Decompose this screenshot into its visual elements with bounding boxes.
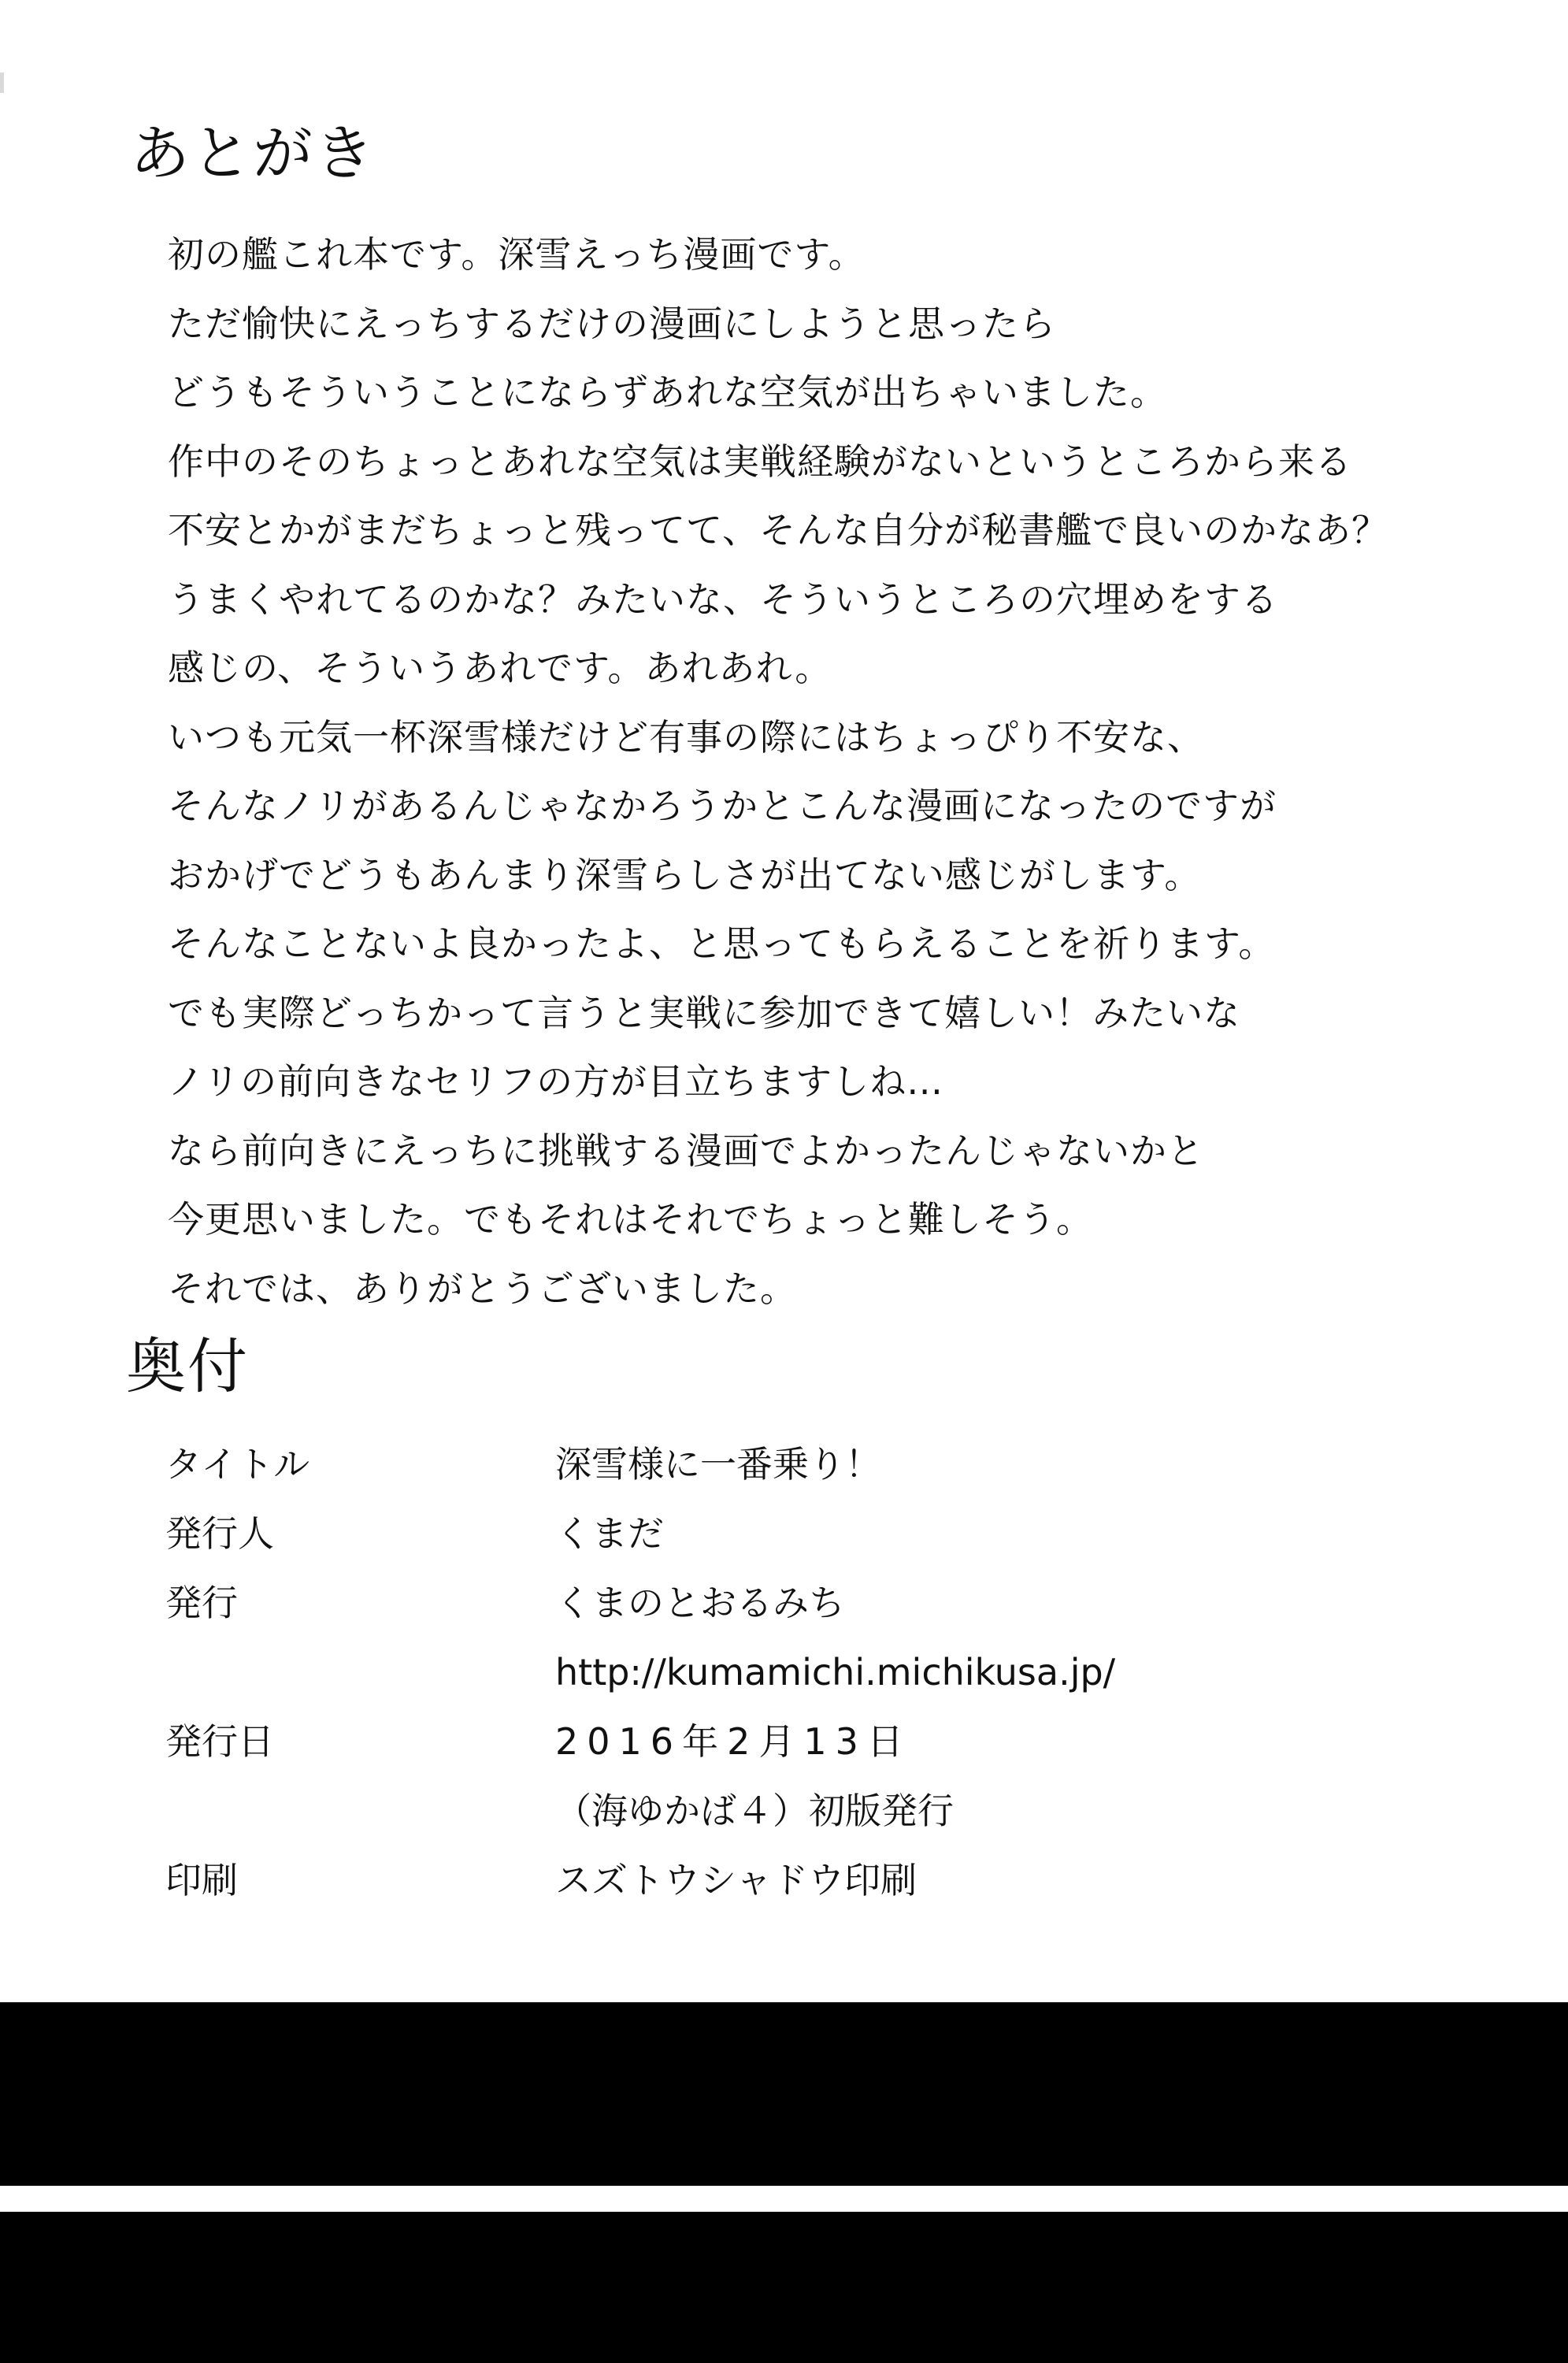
afterword-line: でも実際どっちかって言うと実戦に参加できて嬉しい！みたいな xyxy=(168,991,1241,1034)
afterword-line: 作中のそのちょっとあれな空気は実戦経験がないというところから来る xyxy=(168,440,1352,483)
afterword-line: おかげでどうもあんまり深雪らしさが出てない感じがします。 xyxy=(168,853,1202,896)
black-band-bottom xyxy=(0,2212,1568,2363)
afterword-heading: あとがき xyxy=(130,118,376,188)
colophon-heading: 奥付 xyxy=(126,1331,249,1401)
afterword-line: 感じの、そういうあれです。あれあれ。 xyxy=(168,647,832,689)
edition-note: （海ゆかば４）初版発行 xyxy=(555,1790,954,1832)
afterword-line: それでは、ありがとうございました。 xyxy=(168,1267,797,1310)
colophon-row-date xyxy=(165,1707,1347,1776)
colophon-value: くまだ xyxy=(555,1512,664,1555)
afterword-line: なら前向きにえっちに挑戦する漫画でよかったんじゃないかと xyxy=(168,1129,1204,1172)
colophon-value: 深雪様に一番乗り！ xyxy=(555,1443,881,1486)
colophon-table xyxy=(165,1430,1347,1915)
afterword-line: 不安とかがまだちょっと残ってて、そんな自分が秘書艦で良いのかなあ？ xyxy=(168,509,1389,551)
afterword-line: ノリの前向きなセリフの方が目立ちますしね… xyxy=(168,1060,944,1103)
colophon-row-publisher-person xyxy=(165,1499,1347,1568)
colophon-label: 発行 xyxy=(165,1582,238,1624)
publication-date: 2016年2月13日 xyxy=(555,1720,912,1763)
afterword-body xyxy=(168,221,1507,1323)
afterword-line: 初の艦これ本です。深雪えっち漫画です。 xyxy=(168,233,866,276)
colophon-row-title xyxy=(165,1430,1347,1499)
colophon-label: 発行人 xyxy=(165,1512,274,1555)
black-band-top xyxy=(0,2002,1568,2186)
colophon-label: 発行日 xyxy=(165,1720,274,1763)
colophon-label: 印刷 xyxy=(165,1859,238,1901)
afterword-line: そんなノリがあるんじゃなかろうかとこんな漫画になったのですが xyxy=(168,785,1277,827)
afterword-line: どうもそういうことにならずあれな空気が出ちゃいました。 xyxy=(168,371,1167,414)
afterword-line: ただ愉快にえっちするだけの漫画にしようと思ったら xyxy=(168,302,1056,345)
afterword-line: いつも元気一杯深雪様だけど有事の際にはちょっぴり不安な、 xyxy=(168,715,1204,759)
colophon-value: くまのとおるみち xyxy=(555,1582,845,1624)
afterword-line: そんなことないよ良かったよ、と思ってもらえることを祈ります。 xyxy=(168,922,1276,965)
website-url: http://kumamichi.michikusa.jp/ xyxy=(555,1651,1116,1693)
colophon-row-printer xyxy=(165,1846,1347,1915)
colophon-row-publisher xyxy=(165,1568,1347,1638)
afterword-line: うまくやれてるのかな？みたいな、そういうところの穴埋めをする xyxy=(168,577,1278,621)
colophon-row-url xyxy=(165,1638,1347,1707)
afterword-line: 今更思いました。でもそれはそれでちょっと難しそう。 xyxy=(168,1198,1093,1241)
colophon-value: スズトウシャドウ印刷 xyxy=(555,1859,917,1901)
edge-mark xyxy=(0,72,4,93)
colophon-label: タイトル xyxy=(165,1443,310,1486)
colophon-row-edition xyxy=(165,1776,1347,1846)
